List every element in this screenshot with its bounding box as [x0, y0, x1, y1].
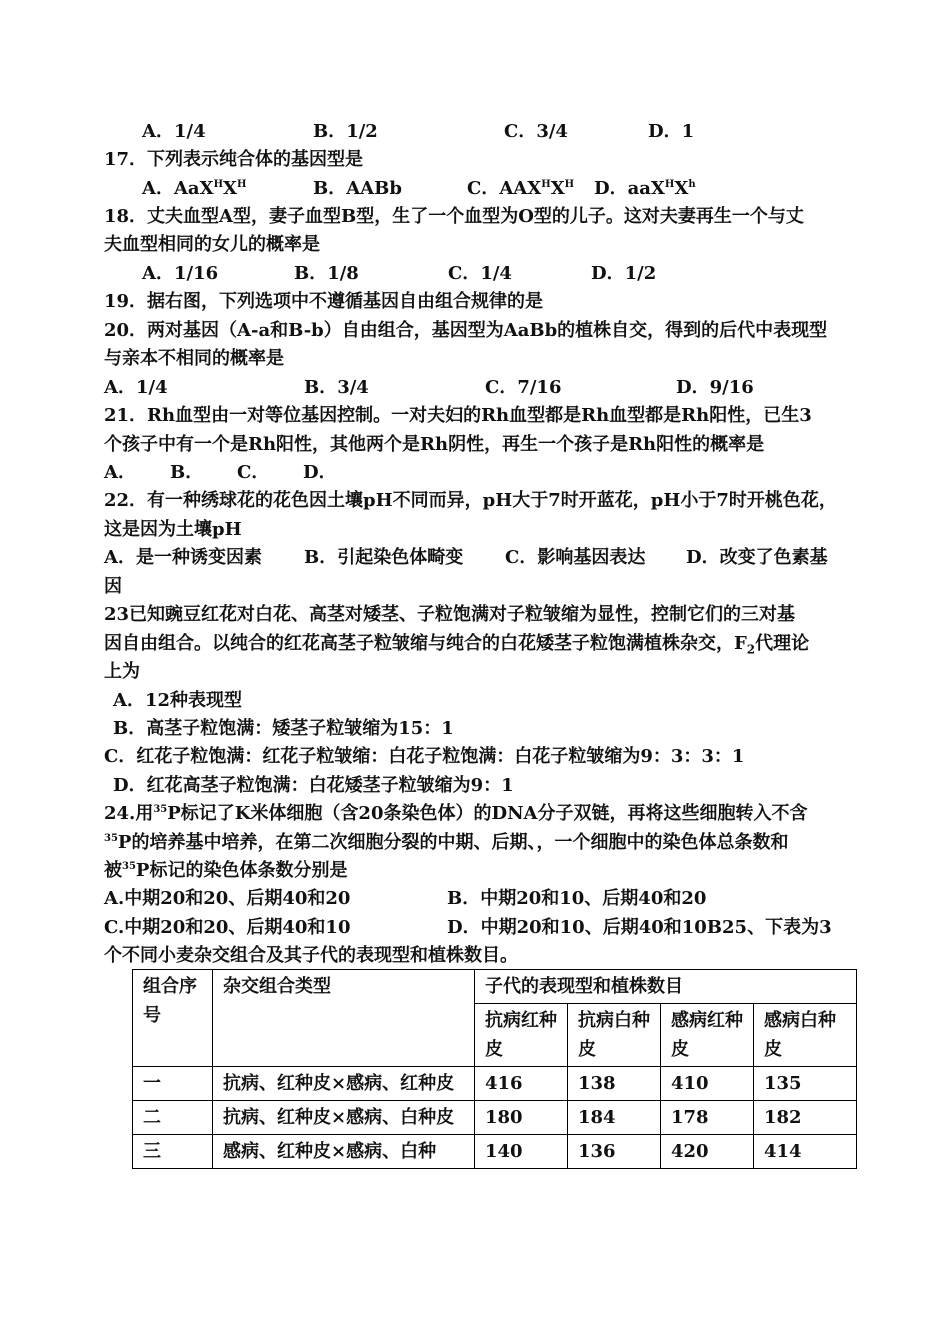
q17-option-c: C．$AAX^HX^H$ [467, 178, 575, 199]
row-value: 414 [754, 1135, 857, 1169]
q20-stem-line2: 与亲本不相同的概率是 [104, 348, 284, 369]
q18-option-d: D．1/2 [591, 263, 657, 284]
row-value: 420 [661, 1135, 754, 1169]
q24-option-c: C.中期20和20、后期40和10 [104, 917, 351, 938]
q21-option-b: B． [170, 462, 204, 483]
q18-option-c: C．1/4 [448, 263, 512, 284]
q21-stem-line1: 21．Rh血型由一对等位基因控制。一对夫妇的Rh血型都是Rh血型都是Rh阳性，已生3 [104, 405, 812, 426]
q18-stem-line2: 夫血型相同的女儿的概率是 [104, 234, 320, 255]
q24-stem-line2: $^{35}$P的培养基中培养，在第二次细胞分裂的中期、后期、，一个细胞中的染色体总条数和 [104, 832, 789, 853]
q21-option-a: A． [104, 462, 136, 483]
q23-option-d: D．红花高茎子粒饱满：白花矮茎子粒皱缩为9：1 [113, 775, 514, 796]
q20-option-c: C．7/16 [485, 377, 562, 398]
row-value: 410 [661, 1067, 754, 1101]
header-resistant-red: 抗病红种皮 [475, 1004, 568, 1067]
header-offspring: 子代的表现型和植株数目 [475, 970, 857, 1004]
q17-option-a: A．$AaX^HX^H$ [142, 178, 247, 199]
q17-stem: 17．下列表示纯合体的基因型是 [104, 149, 364, 170]
header-resistant-white: 抗病白种皮 [568, 1004, 661, 1067]
table-row [133, 1101, 857, 1135]
header-group-number: 组合序号 [133, 970, 213, 1067]
table-row [133, 1067, 857, 1101]
q20-stem-line1: 20．两对基因（A-a和B-b）自由组合，基因型为AaBb的植株自交，得到的后代中表现型 [104, 320, 828, 341]
header-cross-type: 杂交组合类型 [213, 970, 475, 1067]
row-id: 三 [133, 1135, 213, 1169]
q21-option-d: D． [303, 462, 337, 483]
q24-stem-line1: 24.用$^{35}$P标记了K米体细胞（含20条染色体）的DNA分子双链，再将这些细胞转入不含 [104, 803, 808, 824]
row-value: 416 [475, 1067, 568, 1101]
q22-option-d: D．改变了色素基 [686, 547, 828, 568]
q22-stem-line1: 22．有一种绣球花的花色因土壤pH不同而异，pH大于7时开蓝花，pH小于7时开桃色花， [104, 490, 837, 511]
q24-tail-line: 个不同小麦杂交组合及其子代的表现型和植株数目。 [104, 945, 518, 966]
q20-option-a: A．1/4 [104, 377, 168, 398]
row-id: 一 [133, 1067, 213, 1101]
row-value: 180 [475, 1101, 568, 1135]
row-value: 136 [568, 1135, 661, 1169]
row-value: 135 [754, 1067, 857, 1101]
table-row [133, 1135, 857, 1169]
q16-option-a: A．1/4 [142, 121, 206, 142]
q21-option-c: C． [237, 462, 270, 483]
q23-option-a: A．12种表现型 [113, 690, 243, 711]
q24-stem-line3: 被$^{35}$P标记的染色体条数分别是 [104, 860, 348, 881]
row-value: 178 [661, 1101, 754, 1135]
row-id: 二 [133, 1101, 213, 1135]
q22-option-d-wrap: 因 [104, 576, 122, 597]
q18-stem-line1: 18．丈夫血型A型，妻子血型B型，生了一个血型为O型的儿子。这对夫妻再生一个与丈 [104, 206, 804, 227]
q24-option-d: D．中期20和10、后期40和10B25、下表为3 [447, 917, 832, 938]
q23-option-b: B．高茎子粒饱满：矮茎子粒皱缩为15：1 [113, 718, 454, 739]
q16-option-d: D．1 [648, 121, 695, 142]
row-value: 184 [568, 1101, 661, 1135]
q22-option-a: A．是一种诱变因素 [104, 547, 262, 568]
row-value: 140 [475, 1135, 568, 1169]
q23-option-c: C．红花子粒饱满：红花子粒皱缩：白花子粒饱满：白花子粒皱缩为9：3：3：1 [104, 746, 745, 767]
q23-stem-line2: 因自由组合。以纯合的红花高茎子粒皱缩与纯合的白花矮茎子粒饱满植株杂交，$F_2$代理论 [104, 633, 810, 657]
q23-stem-line1: 23已知豌豆红花对白花、高茎对矮茎、子粒饱满对子粒皱缩为显性，控制它们的三对基 [104, 604, 796, 625]
q24-option-a: A.中期20和20、后期40和20 [104, 888, 351, 909]
q24-option-b: B．中期20和10、后期40和20 [447, 888, 707, 909]
q21-stem-line2: 个孩子中有一个是Rh阳性，其他两个是Rh阴性，再生一个孩子是Rh阳性的概率是 [104, 434, 765, 455]
row-value: 138 [568, 1067, 661, 1101]
row-cross-type: 抗病、红种皮×感病、红种皮 [213, 1067, 475, 1101]
row-value: 182 [754, 1101, 857, 1135]
header-susceptible-red: 感病红种皮 [661, 1004, 754, 1067]
q22-option-c: C．影响基因表达 [505, 547, 646, 568]
header-susceptible-white: 感病白种皮 [754, 1004, 857, 1067]
row-cross-type: 感病、红种皮×感病、白种 [213, 1135, 475, 1169]
q16-option-c: C．3/4 [504, 121, 568, 142]
q20-option-b: B．3/4 [304, 377, 369, 398]
q17-option-d: D．$aaX^HX^h$ [594, 178, 696, 199]
q18-option-a: A．1/16 [142, 263, 219, 284]
q16-option-b: B．1/2 [313, 121, 378, 142]
q22-option-b: B．引起染色体畸变 [304, 547, 464, 568]
q23-stem-line3: 上为 [104, 661, 140, 682]
cross-results-table [132, 969, 857, 1169]
q20-option-d: D．9/16 [676, 377, 754, 398]
row-cross-type: 抗病、红种皮×感病、白种皮 [213, 1101, 475, 1135]
q18-option-b: B．1/8 [294, 263, 359, 284]
q19-stem: 19．据右图，下列选项中不遵循基因自由组合规律的是 [104, 291, 544, 312]
q22-stem-line2: 这是因为土壤pH [104, 519, 242, 540]
q17-option-b: B．AABb [313, 178, 402, 199]
